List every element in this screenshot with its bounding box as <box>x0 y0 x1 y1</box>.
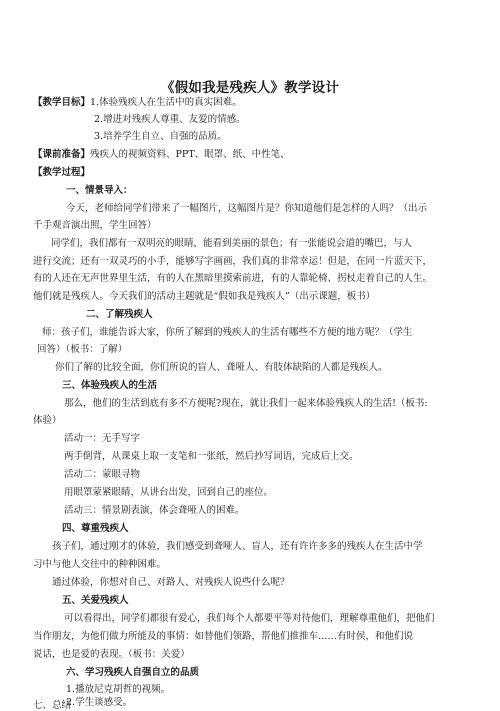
paragraph-line: 师：孩子们，谁能告诉大家，你所了解到的残疾人的生活有哪些不方便的地方呢？（学生 <box>42 327 413 338</box>
paragraph-line: 那么，他们的生活到底有多不方便呢?现在，就让我们一起来体验残疾人的生活!（板书: <box>64 398 428 409</box>
paragraph-line: 千手观音演出照，学生回答） <box>33 220 157 231</box>
paragraph-line: 习中与他人交往中的种种困难。 <box>33 559 167 570</box>
section-heading: 三、体验残疾人的生活 <box>62 380 158 391</box>
paragraph-line: 活动三：情景剧表演，体会聋哑人的困难。 <box>64 505 245 516</box>
section-heading: 五、关爱残疾人 <box>62 595 129 606</box>
paragraph-line: 用眼罩蒙紧眼睛，从讲台出发，回到自己的座位。 <box>64 487 274 498</box>
goal-item: 3.培养学生自立、自强的品质。 <box>94 131 227 142</box>
paragraph-line: 你们了解的比较全面，你们所说的盲人、聋哑人、有肢体缺陷的人都是残疾人。 <box>55 362 388 373</box>
section-heading: 七、总结 <box>33 700 72 711</box>
paragraph-line: 通过体验，你想对自己、对路人、对残疾人说些什么呢？ <box>52 577 290 588</box>
paragraph-line: 说话，也是爱的表现。（板书：关爱） <box>33 649 190 660</box>
prep-row <box>33 148 290 161</box>
paragraph-line: 2.学生谈感受。 <box>66 697 133 708</box>
goal-item: 2.增进对残疾人尊重、友爱的情感。 <box>94 114 246 125</box>
paragraph-line: 有的人还在无声世界里生活，有的人在黑暗里摸索前进，有的人靠轮椅、拐杖走着自己的人生。 <box>33 273 433 284</box>
page-title: 《假如我是残疾人》教学设计 <box>160 80 340 96</box>
paragraph-line: 进行交流；还有一双灵巧的小手，能够写字画画，我们真的非常幸运！但是，在同一片蓝天下， <box>33 256 433 267</box>
paragraph-line: 1.播放尼克胡哲的视频。 <box>66 684 171 695</box>
paragraph-line: 活动一：无手写字 <box>64 433 141 444</box>
paragraph-line: 体验） <box>33 415 62 426</box>
paragraph-line: 回答）（板书：了解） <box>37 344 128 355</box>
paragraph-line: 他们就是残疾人。今天我们的活动主题就是“假如我是残疾人”（出示课题，板书） <box>33 291 376 302</box>
paragraph-line: 孩子们，通过刚才的体验，我们感受到聋哑人、盲人，还有许许多多的残疾人在生活中学 <box>52 541 423 552</box>
goals-label: 【教学目标】 <box>33 97 91 108</box>
paragraph-line: 同学们，我们都有一双明亮的眼睛，能看到美丽的景色；有一张能说会道的嘴巴，与人 <box>51 238 413 249</box>
paragraph-line: 当作朋友，为他们做力所能及的事情：如替他们领路，帮他们推推车……有时侯，和他们说 <box>33 631 414 642</box>
section-heading: 四、尊重残疾人 <box>62 523 129 534</box>
prep-text: 残疾人的视频资料、PPT、眼罩、纸、中性笔、 <box>90 149 290 160</box>
process-label: 【教学过程】 <box>33 167 91 178</box>
paragraph-line: 可以看得出，同学们都很有爱心，我们每个人都要平等对待他们，理解尊重他们，把他们 <box>64 613 435 624</box>
paragraph-line: 两手倒背，从课桌上取一支笔和一张纸，然后抄写词语，完成后上交。 <box>64 451 359 462</box>
goal-item: 1.体验残疾人在生活中的真实困难。 <box>90 97 242 108</box>
paragraph-line: 今天，老师给同学们带来了一幅图片，这幅图片是？你知道他们是怎样的人吗？（出示 <box>66 203 428 214</box>
goals-row <box>33 96 242 109</box>
section-heading: 六、学习残疾人自强自立的品质 <box>66 667 200 678</box>
paragraph-line: 活动二：蒙眼寻物 <box>64 469 141 480</box>
prep-label: 【课前准备】 <box>33 149 91 160</box>
section-heading: 二、了解残疾人 <box>86 309 153 320</box>
section-heading: 一、情景导入： <box>66 185 133 196</box>
